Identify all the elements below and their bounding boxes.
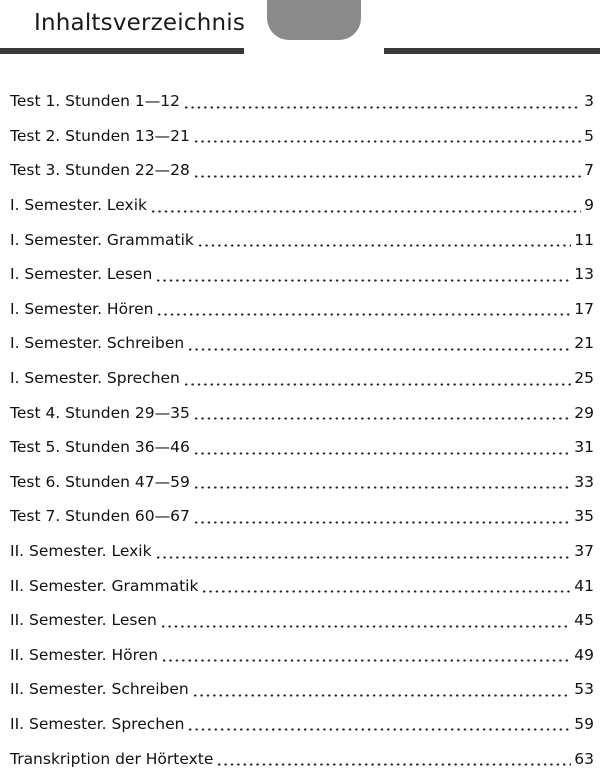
toc-entry-page: 31 [574,438,594,457]
header-rule-left [0,48,244,54]
dot-leader [193,486,571,489]
dot-leader [193,140,581,143]
toc-entry-page: 53 [574,680,594,699]
toc-entry-label: Test 7. Stunden 60—67 [10,507,190,526]
toc-entry-label: I. Semester. Grammatik [10,230,194,249]
toc-entry-label: II. Semester. Grammatik [10,576,199,595]
toc-entry[interactable] [10,430,594,465]
table-of-contents [10,84,594,776]
toc-entry-page: 37 [574,542,594,561]
toc-entry-page: 49 [574,645,594,664]
dot-leader [156,313,571,316]
toc-entry-label: Test 6. Stunden 47—59 [10,472,190,491]
toc-entry-label: Test 5. Stunden 36—46 [10,438,190,457]
toc-entry-page: 9 [584,196,594,215]
toc-entry-page: 35 [574,507,594,526]
dot-leader [192,694,572,697]
toc-entry-page: 59 [574,714,594,733]
toc-entry-label: I. Semester. Hören [10,299,154,318]
toc-entry[interactable] [10,534,594,569]
toc-entry-page: 45 [574,611,594,630]
dot-leader [161,659,571,662]
toc-entry[interactable] [10,292,594,327]
toc-entry-page: 41 [574,576,594,595]
toc-entry-label: Test 2. Stunden 13—21 [10,126,190,145]
toc-entry-label: Test 3. Stunden 22—28 [10,161,190,180]
dot-leader [155,556,572,559]
dot-leader [155,279,571,282]
toc-entry-page: 3 [584,92,594,111]
toc-entry-page: 11 [574,230,594,249]
dot-leader [193,452,571,455]
toc-entry[interactable] [10,361,594,396]
toc-entry-label: Test 4. Stunden 29—35 [10,403,190,422]
toc-entry-page: 7 [584,161,594,180]
toc-entry[interactable] [10,707,594,742]
toc-entry-label: Transkription der Hörtexte [10,749,214,768]
toc-entry[interactable] [10,499,594,534]
dot-leader [160,625,571,628]
dot-leader [193,175,581,178]
page-title: Inhaltsverzeichnis [34,10,246,36]
toc-entry-label: I. Semester. Sprechen [10,369,180,388]
header-tab-decoration [267,0,361,40]
toc-entry-page: 33 [574,472,594,491]
toc-entry[interactable] [10,153,594,188]
toc-entry-label: II. Semester. Hören [10,645,159,664]
toc-entry-label: II. Semester. Lesen [10,611,157,630]
header-rule-right [384,48,600,54]
toc-entry-label: II. Semester. Schreiben [10,680,189,699]
toc-entry-page: 29 [574,403,594,422]
dot-leader [193,417,571,420]
page-header [0,0,600,60]
toc-entry[interactable] [10,741,594,776]
toc-entry-label: I. Semester. Lexik [10,196,148,215]
toc-entry-label: I. Semester. Schreiben [10,334,185,353]
toc-entry[interactable] [10,603,594,638]
dot-leader [187,728,571,731]
toc-entry[interactable] [10,84,594,119]
toc-entry[interactable] [10,188,594,223]
toc-entry-page: 21 [574,334,594,353]
dot-leader [201,590,571,593]
toc-entry[interactable] [10,326,594,361]
dot-leader [193,521,571,524]
dot-leader [183,383,571,386]
toc-entry[interactable] [10,222,594,257]
dot-leader [197,244,571,247]
toc-entry[interactable] [10,465,594,500]
toc-entry[interactable] [10,638,594,673]
toc-entry[interactable] [10,395,594,430]
toc-entry-page: 63 [574,749,594,768]
toc-entry-label: II. Semester. Sprechen [10,714,185,733]
toc-entry[interactable] [10,568,594,603]
toc-entry[interactable] [10,257,594,292]
dot-leader [187,348,571,351]
toc-entry-page: 13 [574,265,594,284]
toc-entry-page: 17 [574,299,594,318]
toc-entry-label: II. Semester. Lexik [10,542,152,561]
dot-leader [216,763,571,766]
toc-entry-label: Test 1. Stunden 1—12 [10,92,180,111]
toc-entry-label: I. Semester. Lesen [10,265,153,284]
dot-leader [183,106,581,109]
toc-entry[interactable] [10,672,594,707]
toc-entry-page: 25 [574,369,594,388]
dot-leader [150,210,581,213]
toc-entry[interactable] [10,119,594,154]
toc-entry-page: 5 [584,126,594,145]
